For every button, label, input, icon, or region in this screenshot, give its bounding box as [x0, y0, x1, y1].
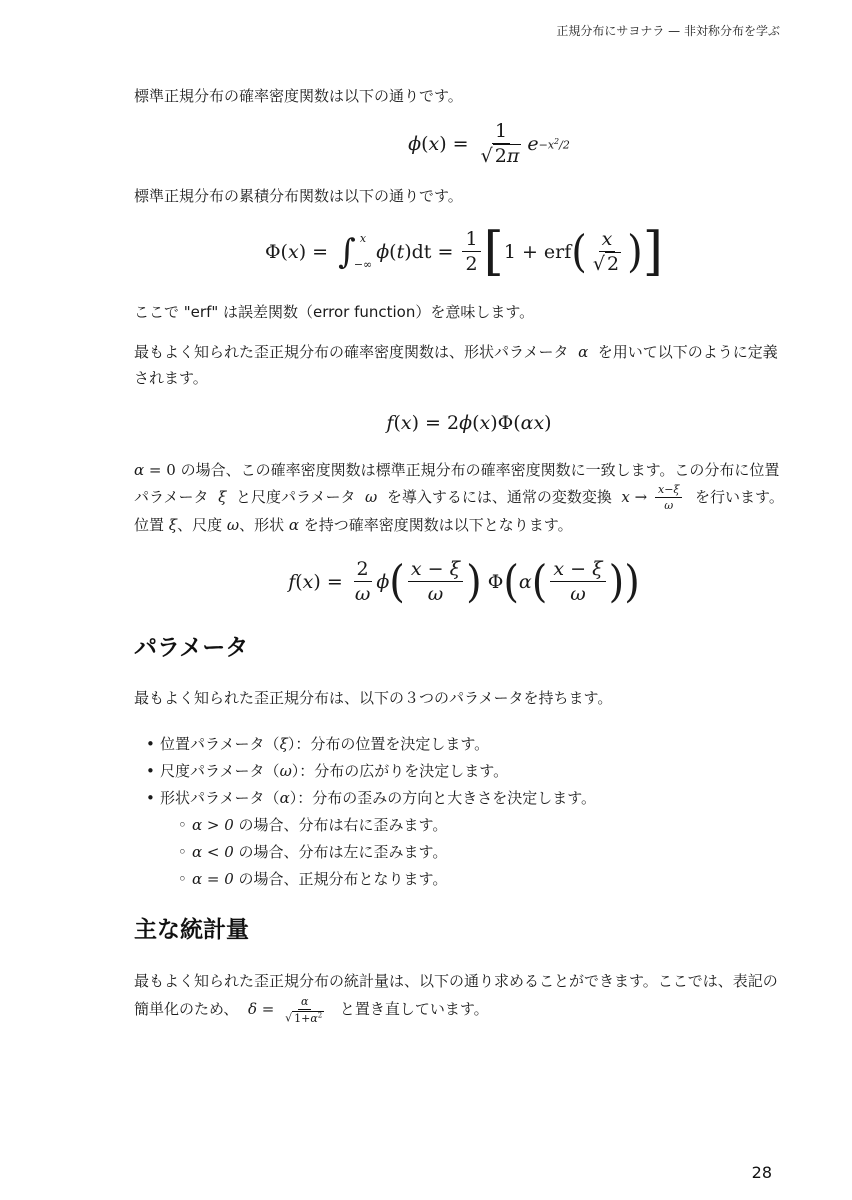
expr-delta: δ = $\frac{\alpha}{√ 1+\alpha^2}$ — [243, 994, 323, 1025]
page-content — [134, 83, 784, 1025]
text-alpha-f: 、形状 — [239, 516, 285, 535]
symbol-omega: ω — [360, 488, 383, 507]
expr-alpha-eq-0: α — [134, 461, 145, 479]
equation-standard-normal-cdf: Φ( x ) = ∫ x −∞ ϕ ( t )dt = $\frac{1}{2}$ [ 1 + erf ( $\frac{x}{√ 2}$ ) ] — [264, 222, 664, 282]
section-heading-parameters: パラメータ — [134, 635, 249, 662]
expr-transform: x → $\frac{x-\xi}{\omega}$ — [617, 488, 691, 506]
paragraph-pdf-intro: 標準正規分布の確率密度関数は以下の通りです。 — [134, 87, 463, 105]
text-alpha-d: を行います。位置 — [134, 488, 784, 535]
text-alpha-g: を持つ確率密度関数は以下となります。 — [303, 516, 573, 535]
text-alpha-e: 、尺度 — [177, 516, 223, 535]
paragraph-cdf-intro: 標準正規分布の累積分布関数は以下の通りです。 — [134, 187, 463, 205]
text-skew-a: 最もよく知られた歪正規分布の確率密度関数は、形状パラメータ — [134, 343, 569, 361]
shape-subitem-negative: ◦ α < 0 の場合、分布は左に歪みます。 — [146, 839, 784, 866]
equation-standard-normal-pdf: ϕ ( x ) = $\frac{1}{√ 2\pi}$ e $-x^2/2$ — [408, 120, 570, 167]
page-number: 28 — [751, 1163, 772, 1182]
text-alpha-c: を導入するには、通常の変数変換 — [386, 488, 612, 507]
shape-subitem-positive: ◦ α > 0 の場合、分布は右に歪みます。 — [146, 812, 784, 839]
paragraph-alpha-zero: α = 0 の場合、この確率密度関数は標準正規分布の確率密度関数に一致します。この分布に位置パラメータ ξ と尺度パラメータ ω を導入するには、通常の変数変換 x → $\frac{x-\xi}{\omega}$ を行います。位置 ξ、尺度 ω、形状 α を持つ確率密度関数は以下となります。 — [134, 461, 784, 535]
symbol-xi: ξ — [213, 488, 232, 507]
paragraph-skew-definition — [134, 339, 784, 391]
param-item-location: • 位置パラメータ（ξ）：分布の位置を決定します。 — [146, 731, 784, 758]
paragraph-erf-note: ここで "erf" は誤差関数（error function）を意味します。 — [134, 303, 535, 321]
param-item-scale: • 尺度パラメータ（ω）：分布の広がりを決定します。 — [146, 758, 784, 785]
symbol-alpha: α — [573, 343, 594, 361]
text-stats-a: 最もよく知られた歪正規分布の統計量は、以下の通り求めることができます。ここでは、表記の簡単化のため、 — [134, 972, 778, 1019]
equation-skew-normal-pdf: f ( x ) = 2 ϕ ( x )Φ( αx ) — [386, 412, 552, 434]
equation-skew-normal-location-scale: f ( x ) = $\frac{2}{\omega}$ ϕ ( $\frac{x - \xi}{\omega}$ ) Φ ( α ( $\frac{x - \xi}{\omega}$ ) ) — [288, 556, 640, 608]
text-skew-b: を用いて以下のように定義されます。 — [134, 343, 778, 387]
text-alpha-a: の場合、この確率密度関数は標準正規分布の確率密度関数に一致します。この分布に位置パラメータ — [134, 461, 780, 507]
param-list — [134, 731, 784, 893]
paragraph-stats-intro — [134, 967, 784, 1024]
text-alpha-b: と尺度パラメータ — [235, 488, 356, 507]
running-head: 正規分布にサヨナラ — 非対称分布を学ぶ — [556, 24, 780, 38]
paragraph-params-intro: 最もよく知られた歪正規分布は、以下の３つのパラメータを持ちます。 — [134, 689, 613, 708]
shape-subitem-zero: ◦ α = 0 の場合、正規分布となります。 — [146, 866, 784, 893]
param-item-shape: • 形状パラメータ（α）：分布の歪みの方向と大きさを決定します。 — [146, 785, 784, 812]
text-stats-b: と置き直しています。 — [339, 1000, 489, 1019]
section-heading-statistics: 主な統計量 — [134, 917, 249, 944]
